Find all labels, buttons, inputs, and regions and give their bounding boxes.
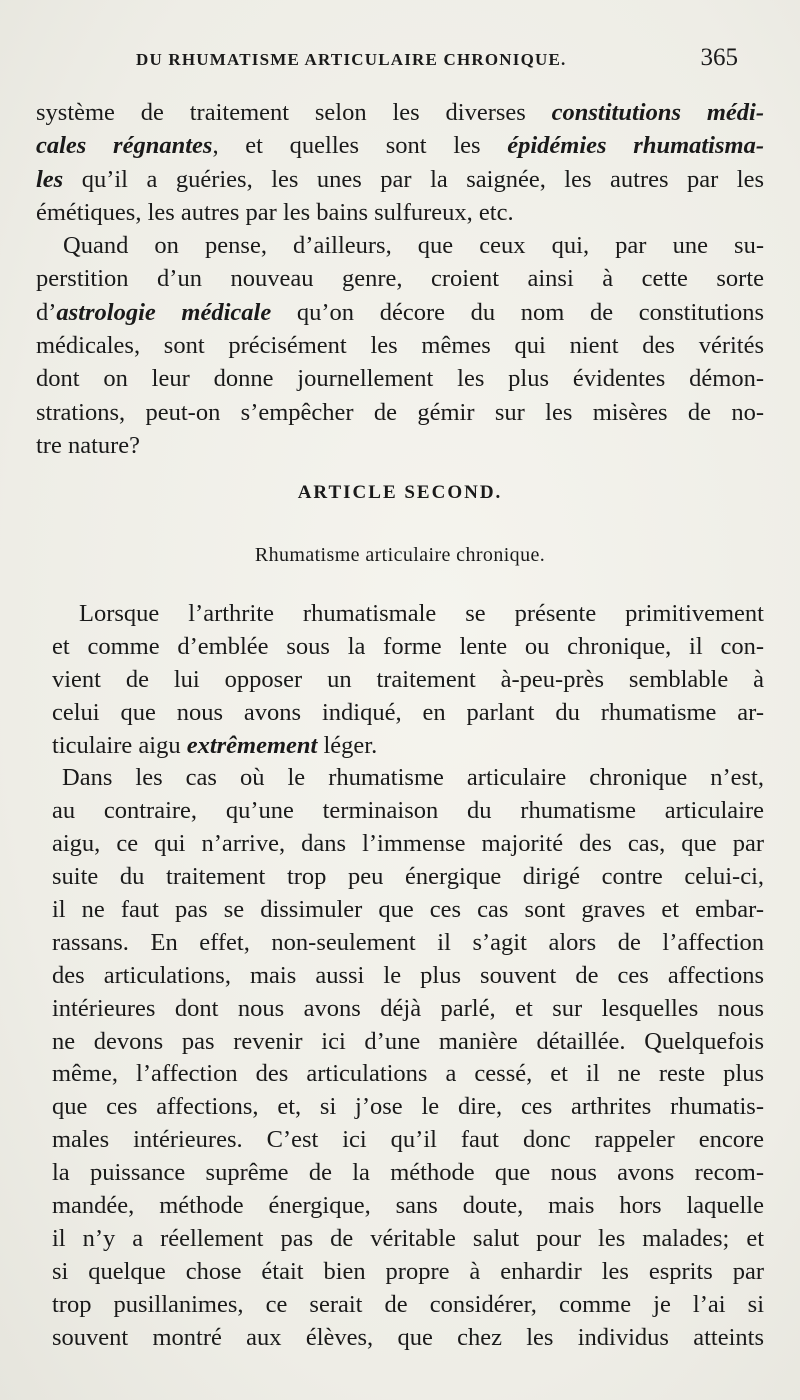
paragraph-4-line: ne devons pas revenir ici d’une manière détaillée. Quelquefois (52, 1027, 764, 1055)
paragraph-3-line-4: celui que nous avons indiqué, en parlant du rhumatisme ar- (52, 698, 764, 726)
italic-run: extrêmement (186, 731, 318, 759)
paragraph-4-line: aigu, ce qui n’arrive, dans l’immense majorité des cas, que par (52, 830, 764, 858)
paragraph-4-line: trop pusillanimes, ce serait de considérer, comme je l’ai si (52, 1290, 764, 1318)
italic-run: cales régnantes (36, 132, 213, 160)
paragraph-4-line: que ces affections, et, si j’ose le dire, ces arthrites rhumatis- (52, 1093, 764, 1121)
paragraph-1-line-4: émétiques, les autres par les bains sulfureux, etc. (36, 198, 514, 226)
page-number: 365 (700, 44, 738, 71)
paragraph-3-line-2: et comme d’emblée sous la forme lente ou chronique, il con- (52, 632, 764, 660)
paragraph-4-line: males intérieures. C’est ici qu’il faut donc rappeler encore (52, 1126, 764, 1154)
paragraph-4-line: souvent montré aux élèves, que chez les individus atteints (52, 1323, 764, 1351)
paragraph-2-line-6: strations, peut-on s’empêcher de gémir sur les misères de no- (36, 398, 764, 426)
italic-run: astrologie médicale (56, 298, 272, 326)
top-text-block (36, 96, 764, 462)
paragraph-4 (52, 762, 764, 1354)
paragraph-2-line-1: Quand on pense, d’ailleurs, que ceux qui, par une su- (63, 232, 764, 260)
paragraph-4-line: il ne faut pas se dissimuler que ces cas sont graves et embar- (52, 896, 764, 924)
paragraph-4-line: même, l’affection des articulations a cessé, et il ne reste plus (52, 1060, 764, 1088)
paragraph-4-line: il n’y a réellement pas de véritable salut pour les malades; et (52, 1224, 764, 1252)
paragraph-4-line: rassans. En effet, non-seulement il s’agit alors de l’affection (52, 928, 764, 956)
italic-run: constitutions médi- (551, 99, 764, 126)
paragraph-1-line-3 (36, 163, 764, 196)
paragraph-2-line-2: perstition d’un nouveau genre, croient ainsi à cette sorte (36, 265, 764, 293)
paragraph-4-line: la puissance suprême de la méthode que nous avons recom- (52, 1159, 764, 1187)
paragraph-4-line: au contraire, qu’une terminaison du rhumatisme articulaire (52, 797, 764, 825)
paragraph-3-line-5 (52, 730, 764, 763)
paragraph-4-line: suite du traitement trop peu énergique dirigé contre celui-ci, (52, 863, 764, 891)
paragraph-3-line-3: vient de lui opposer un traitement à-peu-près semblable à (52, 665, 764, 693)
article-heading: ARTICLE SECOND. (297, 482, 503, 503)
italic-run: les (36, 165, 64, 193)
text-run: système de traitement selon les diverses (36, 99, 552, 126)
text-run: qu’on décore du nom de constitutions (271, 298, 764, 326)
text-run: ticulaire aigu (52, 731, 187, 759)
paragraph-4-line: si quelque chose était bien propre à enhardir les esprits par (52, 1257, 764, 1285)
paragraph-2-line-7: tre nature? (36, 431, 141, 459)
paragraph-4-line: Dans les cas où le rhumatisme articulaire chronique n’est, (62, 764, 764, 792)
text-run: léger. (317, 731, 378, 759)
paragraph-2-line-4: médicales, sont précisément les mêmes qui nient des vérités (36, 332, 764, 360)
paragraph-4-line: mandée, méthode énergique, sans doute, mais hors laquelle (52, 1192, 764, 1220)
paragraph-4-line: des articulations, mais aussi le plus souvent de ces affections (52, 961, 764, 989)
paragraph-4-line: intérieures dont nous avons déjà parlé, et sur lesquelles nous (52, 994, 764, 1022)
paragraph-2-line-5: dont on leur donne journellement les plus évidentes démon- (36, 365, 764, 393)
text-run: qu’il a guéries, les unes par la saignée, les autres par les (63, 165, 764, 193)
paragraph-3-line-1: Lorsque l’arthrite rhumatismale se présente primitivement (79, 600, 764, 627)
page-header (60, 44, 738, 80)
text-run: d’ (36, 298, 57, 326)
paragraph-1-line-1 (36, 96, 764, 129)
text-run: , et quelles sont les (212, 132, 508, 160)
paragraph-1-line-2 (36, 129, 764, 162)
paragraph-2-line-3 (36, 296, 764, 329)
main-text-block (52, 598, 764, 1354)
running-title: DU RHUMATISME ARTICULAIRE CHRONIQUE. (136, 50, 567, 69)
italic-run: épidémies rhumatisma- (507, 132, 764, 160)
section-title: Rhumatisme articulaire chronique. (254, 544, 546, 566)
